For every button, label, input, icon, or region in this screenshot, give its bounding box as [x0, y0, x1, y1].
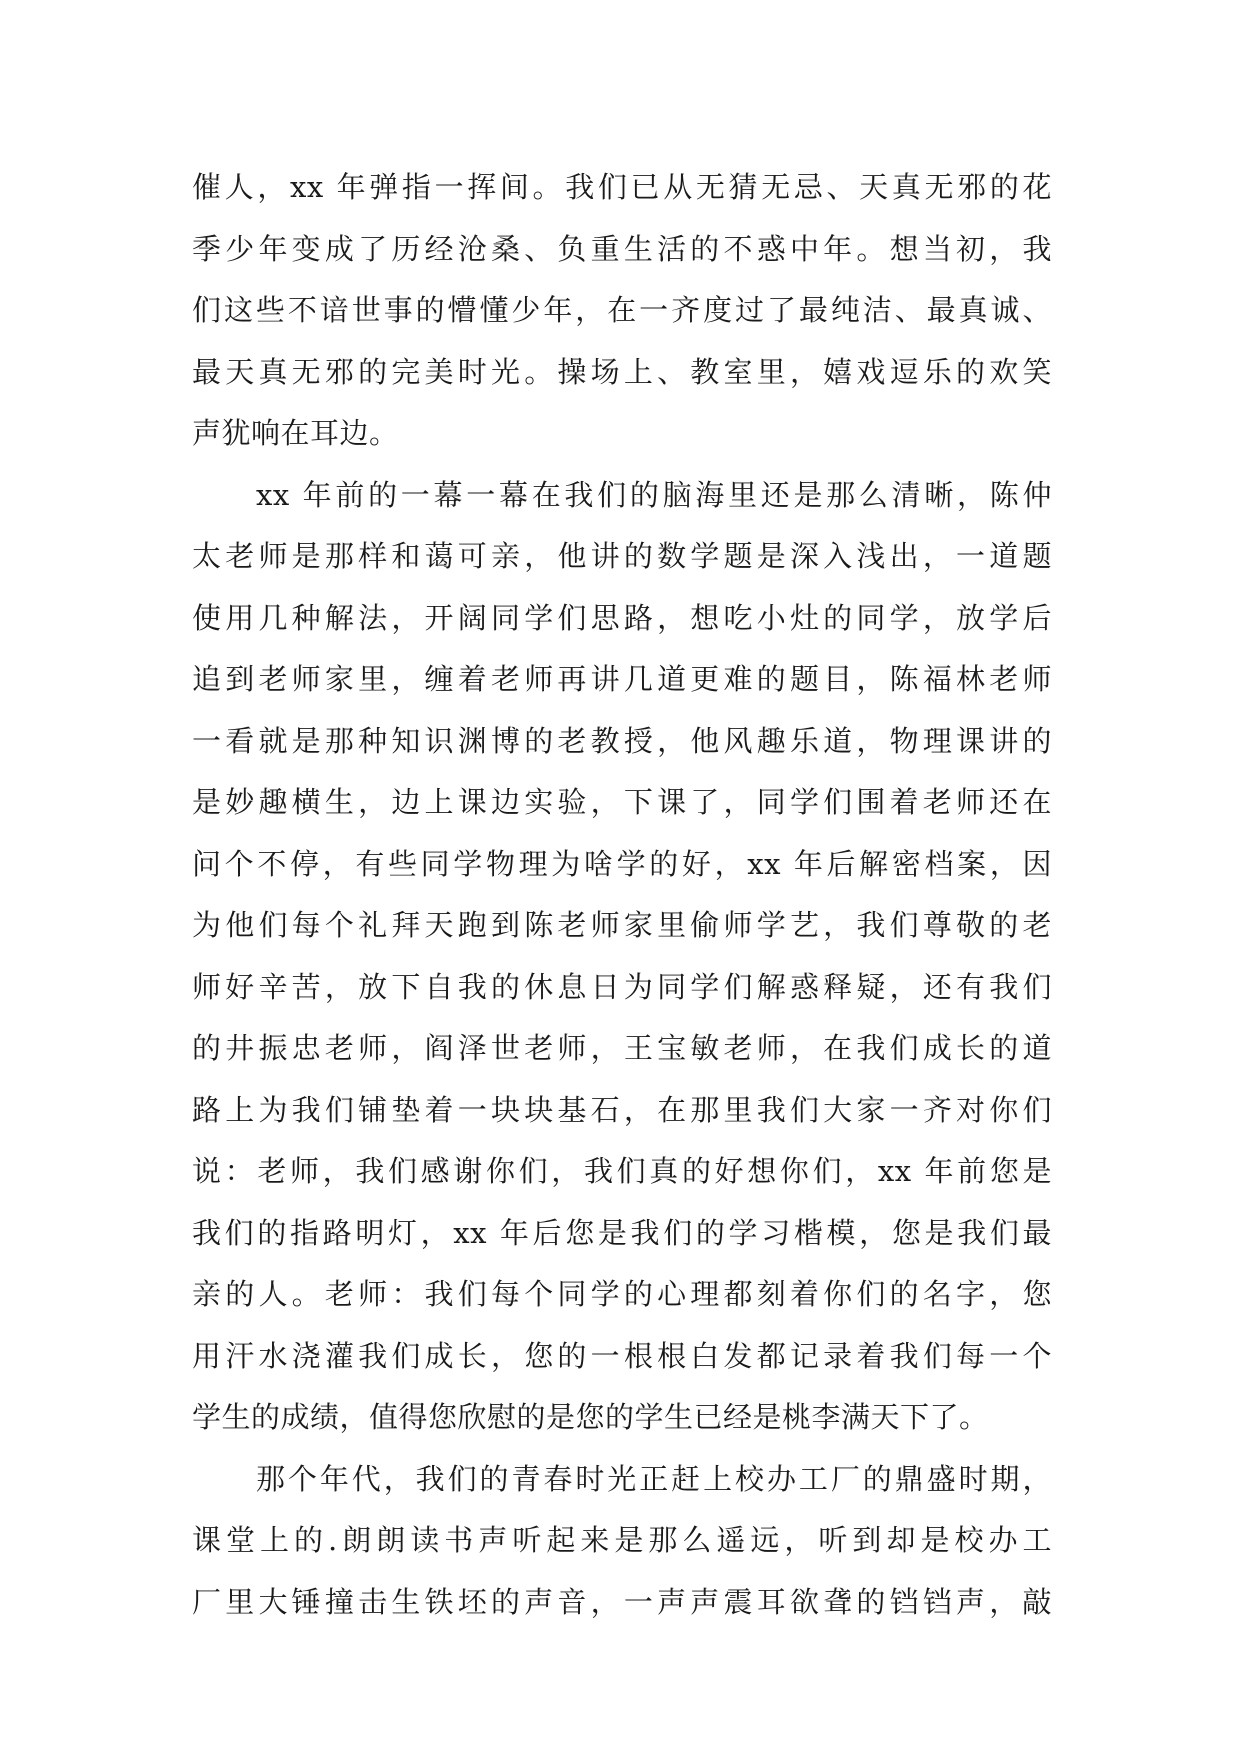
- paragraph: [192, 465, 1052, 1449]
- text-line: 最天真无邪的完美时光。操场上、教室里，嬉戏逗乐的欢笑: [192, 354, 1052, 389]
- text-line: 那个年代，我们的青春时光正赶上校办工厂的鼎盛时期，: [256, 1461, 1052, 1496]
- text-line: 厂里大锤撞击生铁坯的声音，一声声震耳欲聋的铛铛声，敲: [192, 1584, 1052, 1619]
- paragraph: [192, 157, 1052, 465]
- text-line: 催人，xx 年弹指一挥间。我们已从无猜无忌、天真无邪的花: [192, 170, 1052, 204]
- text-line: 声犹响在耳边。: [192, 416, 399, 450]
- paragraph: [192, 1449, 1052, 1634]
- text-line: 说：老师，我们感谢你们，我们真的好想你们，xx 年前您是: [192, 1154, 1052, 1188]
- text-line: 使用几种解法，开阔同学们思路，想吃小灶的同学，放学后: [192, 600, 1052, 635]
- text-line: 学生的成绩，值得您欣慰的是您的学生已经是桃李满天下了。: [192, 1400, 989, 1434]
- text-line: 问个不停，有些同学物理为啥学的好，xx 年后解密档案，因: [192, 846, 1052, 881]
- text-line: 太老师是那样和蔼可亲，他讲的数学题是深入浅出，一道题: [192, 539, 1052, 573]
- text-line: 用汗水浇灌我们成长，您的一根根白发都记录着我们每一个: [192, 1338, 1052, 1373]
- text-line: 为他们每个礼拜天跑到陈老师家里偷师学艺，我们尊敬的老: [192, 908, 1052, 942]
- text-line: 课堂上的.朗朗读书声听起来是那么遥远，听到却是校办工: [192, 1523, 1052, 1557]
- text-line: 我们的指路明灯，xx 年后您是我们的学习楷模，您是我们最: [192, 1215, 1052, 1250]
- text-line: 师好辛苦，放下自我的休息日为同学们解惑释疑，还有我们: [192, 969, 1052, 1004]
- text-line: 路上为我们铺垫着一块块基石，在那里我们大家一齐对你们: [192, 1092, 1052, 1127]
- text-line: 们这些不谙世事的懵懂少年，在一齐度过了最纯洁、最真诚、: [192, 293, 1052, 327]
- text-line: 是妙趣横生，边上课边实验，下课了，同学们围着老师还在: [192, 785, 1052, 819]
- text-line: 的井振忠老师，阎泽世老师，王宝敏老师，在我们成长的道: [192, 1031, 1052, 1065]
- text-line: 追到老师家里，缠着老师再讲几道更难的题目，陈福林老师: [192, 662, 1052, 696]
- text-line: xx 年前的一幕一幕在我们的脑海里还是那么清晰，陈仲: [256, 477, 1052, 512]
- text-line: 亲的人。老师：我们每个同学的心理都刻着你们的名字，您: [192, 1277, 1052, 1311]
- text-line: 季少年变成了历经沧桑、负重生活的不惑中年。想当初，我: [192, 231, 1052, 266]
- document-body: [192, 157, 1052, 1633]
- text-line: 一看就是那种知识渊博的老教授，他风趣乐道，物理课讲的: [192, 723, 1052, 758]
